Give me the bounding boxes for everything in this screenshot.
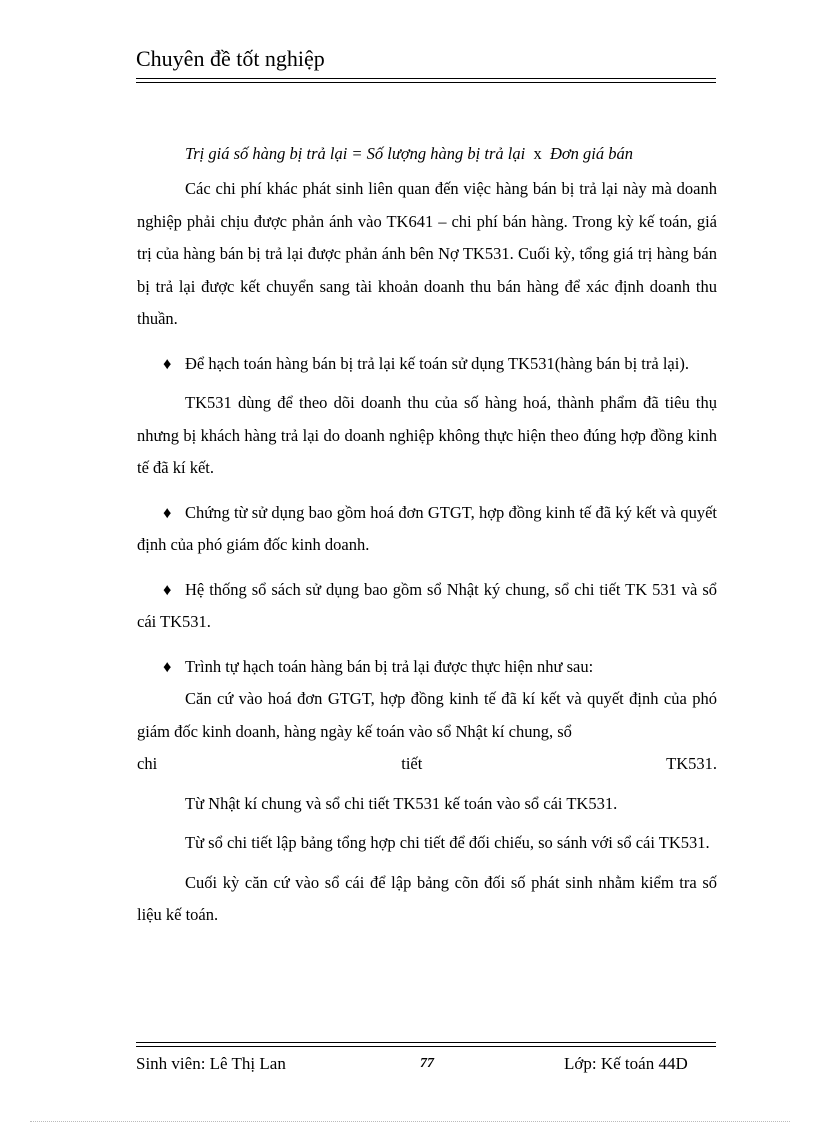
bullet-text: Hệ thống sổ sách sử dụng bao gồm sổ Nhật ký chung, sổ chi tiết TK 531 và sổ cái TK531. <box>137 579 717 631</box>
page-body <box>137 138 717 932</box>
footer-class: Lớp: Kế toán 44D <box>564 1054 688 1073</box>
paragraph-tk531: TK531 dùng để theo dõi doanh thu của số hàng hoá, thành phẩm đã tiêu thụ nhưng bị khách hàng trả lại do doanh nghiệp không thực hiện theo đúng hợp đồng kinh tế đã kí kết. <box>137 393 717 477</box>
paragraph-procedure-end: chi tiết TK531. <box>137 754 717 773</box>
diamond-bullet-icon: ♦ <box>163 502 172 522</box>
diamond-bullet-icon: ♦ <box>163 579 172 599</box>
diamond-bullet-icon: ♦ <box>163 656 172 676</box>
formula-left: Trị giá số hàng bị trả lại = Số lượng hàng bị trả lại <box>185 144 526 163</box>
footer-divider <box>136 1042 716 1047</box>
page-number: 77 <box>420 1056 434 1071</box>
page-bottom-edge <box>30 1121 790 1122</box>
formula-operator: x <box>533 144 542 163</box>
header-divider <box>136 78 716 83</box>
bullet-item-books <box>137 574 717 639</box>
footer-student: Sinh viên: Lê Thị Lan <box>136 1054 286 1073</box>
bullet-item-procedure <box>137 651 717 684</box>
bullet-text: Trình tự hạch toán hàng bán bị trả lại được thực hiện như sau: <box>185 656 594 676</box>
bullet-text: Chứng từ sử dụng bao gồm hoá đơn GTGT, hợp đồng kinh tế đã ký kết và quyết định của phó giám đốc kinh doanh. <box>137 502 717 554</box>
bullet-item-documents <box>137 497 717 562</box>
paragraph-balance: Cuối kỳ căn cứ vào sổ cái để lập bảng cõn đối số phát sinh nhằm kiểm tra số liệu kế toán. <box>137 872 717 924</box>
bullet-item-account <box>137 348 717 381</box>
page-footer <box>136 1054 716 1078</box>
bullet-text: Để hạch toán hàng bán bị trả lại kế toán sử dụng TK531(hàng bán bị trả lại). <box>185 353 689 373</box>
formula-line <box>137 138 717 170</box>
paragraph-ledger: Từ Nhật kí chung và sổ chi tiết TK531 kế toán vào sổ cái TK531. <box>185 793 618 813</box>
diamond-bullet-icon: ♦ <box>163 353 172 373</box>
paragraph-procedure: Căn cứ vào hoá đơn GTGT, hợp đồng kinh tế đã kí kết và quyết định của phó giám đốc kinh doanh, hàng ngày kế toán vào sổ Nhật kí chung, sổ <box>137 689 717 741</box>
formula-right: Đơn giá bán <box>549 144 634 163</box>
paragraph-summary: Từ sổ chi tiết lập bảng tổng hợp chi tiết để đối chiếu, so sánh với sổ cái TK531. <box>185 833 710 852</box>
paragraph-returns-costs: Các chi phí khác phát sinh liên quan đến việc hàng bán bị trả lại này mà doanh nghiệp phải chịu được phản ánh vào TK641 – chi phí bán hàng. Trong kỳ kế toán, giá trị của hàng bán bị trả lại được phản ánh bên Nợ TK531. Cuối kỳ, tổng giá trị hàng bán bị trả lại được kết chuyển sang tài khoản doanh thu bán hàng để xác định doanh thu thuần. <box>137 179 717 328</box>
page-header-title: Chuyên đề tốt nghiệp <box>136 46 325 71</box>
